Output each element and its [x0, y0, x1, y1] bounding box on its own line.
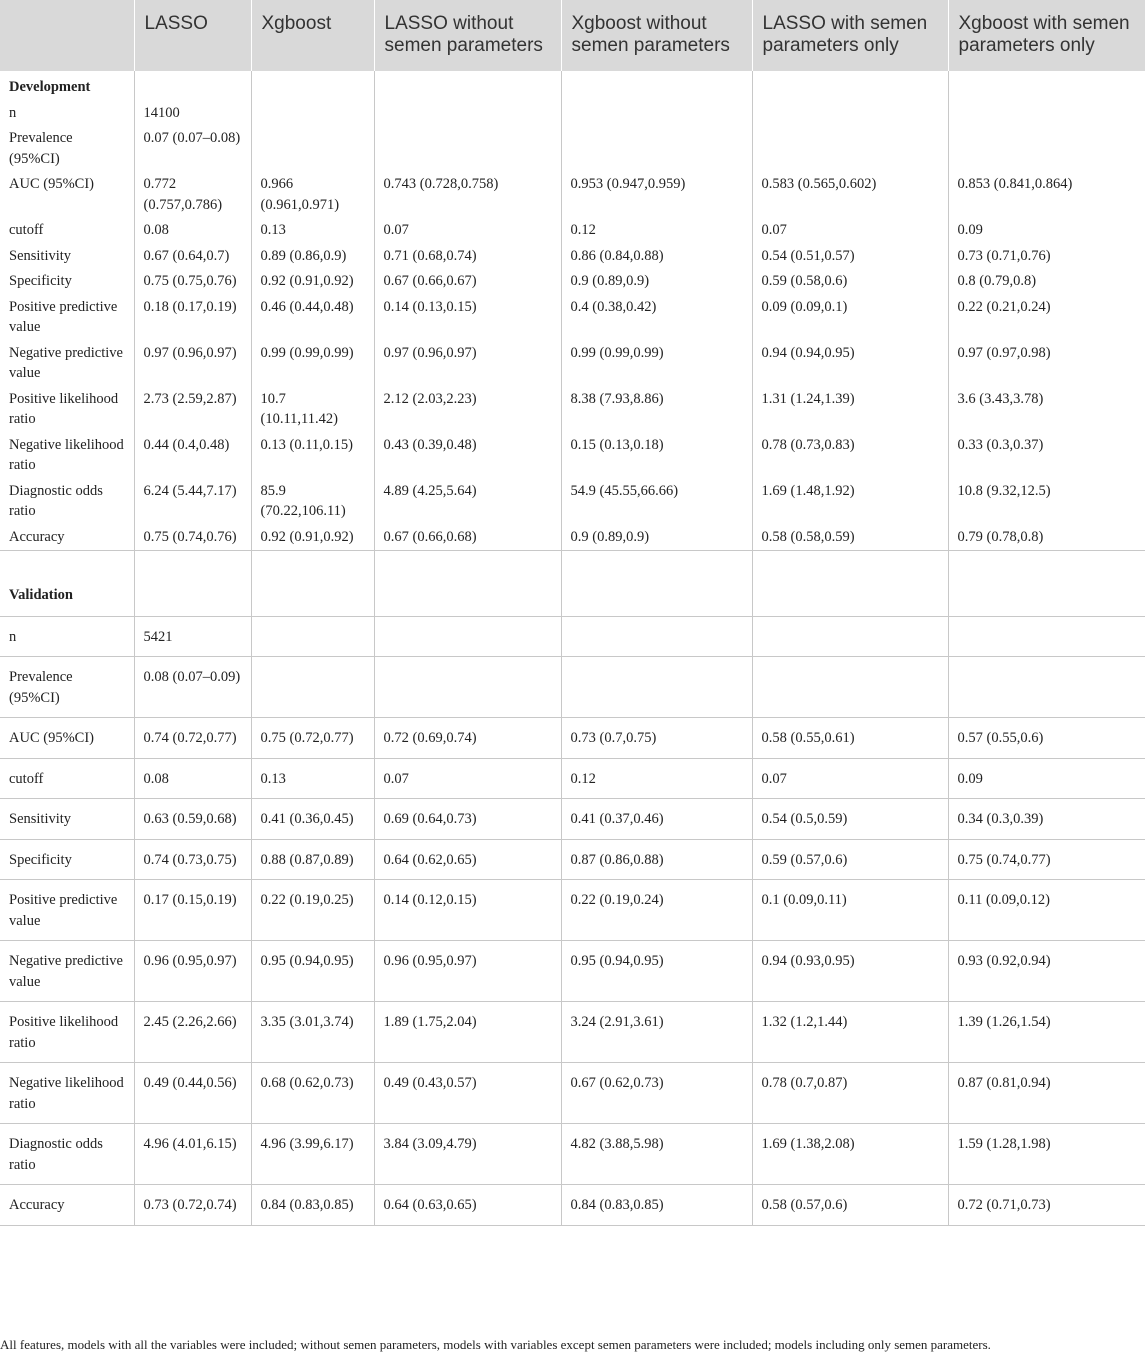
- header-cell-lasso-without-semen: LASSO without semen parameters: [374, 0, 561, 71]
- empty-cell: [374, 71, 561, 101]
- table-cell: 0.22 (0.21,0.24): [948, 295, 1145, 341]
- row-label: cutoff: [9, 222, 44, 238]
- table-cell: 4.96 (4.01,6.15): [134, 1124, 251, 1185]
- table-cell: 0.33 (0.3,0.37): [948, 433, 1145, 479]
- table-cell: 0.92 (0.91,0.92): [251, 269, 374, 295]
- table-cell: 3.35 (3.01,3.74): [251, 1002, 374, 1063]
- row-label: Sensitivity: [0, 799, 134, 840]
- table-cell: 4.96 (3.99,6.17): [251, 1124, 374, 1185]
- table-cell: 0.75 (0.74,0.76): [134, 525, 251, 551]
- row-label: Prevalence (95%CI): [0, 657, 134, 718]
- table-cell: 2.12 (2.03,2.23): [374, 387, 561, 433]
- table-row: [0, 1002, 1145, 1063]
- table-row: [0, 172, 1145, 218]
- table-cell: 1.39 (1.26,1.54): [948, 1002, 1145, 1063]
- table-row: [0, 616, 1145, 657]
- table-cell: [374, 616, 561, 657]
- table-cell: 0.14 (0.13,0.15): [374, 295, 561, 341]
- table-cell: 0.96 (0.95,0.97): [134, 941, 251, 1002]
- table-cell: 0.78 (0.7,0.87): [752, 1063, 948, 1124]
- table-cell: 1.59 (1.28,1.98): [948, 1124, 1145, 1185]
- table-cell: 1.32 (1.2,1.44): [752, 1002, 948, 1063]
- table-cell: 0.69 (0.64,0.73): [374, 799, 561, 840]
- empty-cell: [134, 551, 251, 617]
- row-label: Negative predictive value: [9, 344, 123, 381]
- table-row: [0, 269, 1145, 295]
- table-cell: 0.72 (0.69,0.74): [374, 718, 561, 759]
- table-cell: 0.75 (0.72,0.77): [251, 718, 374, 759]
- table-cell: 0.772 (0.757,0.786): [134, 172, 251, 218]
- table-cell: 3.84 (3.09,4.79): [374, 1124, 561, 1185]
- row-label: Positive predictive value: [9, 298, 118, 335]
- row-label: Sensitivity: [9, 247, 72, 264]
- table-cell: [752, 657, 948, 718]
- table-cell: 0.84 (0.83,0.85): [561, 1185, 752, 1226]
- table-row: [0, 799, 1145, 840]
- table-cell: [374, 657, 561, 718]
- table-cell: 0.08 (0.07–0.09): [134, 657, 251, 718]
- table-cell: 0.67 (0.66,0.67): [374, 269, 561, 295]
- table-cell: 0.54 (0.5,0.59): [752, 799, 948, 840]
- table-cell: 0.953 (0.947,0.959): [561, 172, 752, 218]
- table-row: [0, 1124, 1145, 1185]
- table-cell: 0.12: [561, 218, 752, 244]
- table-row: [0, 218, 1145, 244]
- table-cell: 0.9 (0.89,0.9): [561, 269, 752, 295]
- table-cell: 0.86 (0.84,0.88): [561, 244, 752, 270]
- table-cell: 0.64 (0.63,0.65): [374, 1185, 561, 1226]
- table-cell: 0.94 (0.93,0.95): [752, 941, 948, 1002]
- table-cell: 1.31 (1.24,1.39): [752, 387, 948, 433]
- table-cell: 0.46 (0.44,0.48): [251, 295, 374, 341]
- table-cell: 0.73 (0.7,0.75): [561, 718, 752, 759]
- table-cell: [251, 126, 374, 172]
- row-label: Accuracy: [0, 1185, 134, 1226]
- table-row: [0, 1185, 1145, 1226]
- table-cell: 0.13: [251, 218, 374, 244]
- development-section: [0, 71, 1145, 551]
- table-cell: 0.67 (0.64,0.7): [134, 244, 251, 270]
- empty-cell: [561, 551, 752, 617]
- validation-section: [0, 551, 1145, 1226]
- empty-cell: [134, 71, 251, 101]
- empty-cell: [948, 71, 1145, 101]
- empty-cell: [752, 551, 948, 617]
- table-row: [0, 657, 1145, 718]
- header-row: [0, 0, 1145, 71]
- table-cell: 0.18 (0.17,0.19): [134, 295, 251, 341]
- row-label: Diagnostic odds ratio: [9, 482, 103, 519]
- table-cell: [948, 101, 1145, 127]
- table-row: [0, 718, 1145, 759]
- empty-cell: [374, 551, 561, 617]
- table-cell: 1.69 (1.38,2.08): [752, 1124, 948, 1185]
- table-cell: 0.34 (0.3,0.39): [948, 799, 1145, 840]
- development-heading-row: [0, 71, 1145, 101]
- table-cell: 0.73 (0.72,0.74): [134, 1185, 251, 1226]
- row-label: Specificity: [9, 273, 72, 289]
- table-cell: 0.95 (0.94,0.95): [251, 941, 374, 1002]
- validation-heading-row: [0, 551, 1145, 617]
- development-heading: Development: [9, 79, 91, 95]
- table-cell: [752, 101, 948, 127]
- table-row: [0, 479, 1145, 525]
- table-cell: 0.4 (0.38,0.42): [561, 295, 752, 341]
- table-cell: 0.966 (0.961,0.971): [251, 172, 374, 218]
- table-row: [0, 433, 1145, 479]
- row-label: Negative likelihood ratio: [9, 436, 124, 473]
- table-cell: 0.96 (0.95,0.97): [374, 941, 561, 1002]
- header-cell-label: [0, 0, 134, 71]
- table-cell: 0.97 (0.96,0.97): [134, 341, 251, 387]
- table-cell: 4.82 (3.88,5.98): [561, 1124, 752, 1185]
- table-cell: 54.9 (45.55,66.66): [561, 479, 752, 525]
- row-label: AUC (95%CI): [9, 176, 94, 192]
- table-cell: 2.73 (2.59,2.87): [134, 387, 251, 433]
- table-cell: 0.583 (0.565,0.602): [752, 172, 948, 218]
- table-cell: 0.99 (0.99,0.99): [251, 341, 374, 387]
- table-cell: [561, 101, 752, 127]
- table-cell: 0.87 (0.81,0.94): [948, 1063, 1145, 1124]
- table-cell: 0.94 (0.94,0.95): [752, 341, 948, 387]
- table-row: [0, 1063, 1145, 1124]
- table-cell: 0.59 (0.58,0.6): [752, 269, 948, 295]
- table-cell: 0.07: [752, 218, 948, 244]
- table-row: [0, 244, 1145, 270]
- table-cell: 0.22 (0.19,0.25): [251, 880, 374, 941]
- table-cell: 0.58 (0.57,0.6): [752, 1185, 948, 1226]
- row-label: AUC (95%CI): [0, 718, 134, 759]
- row-label: Prevalence (95%CI): [9, 130, 73, 167]
- table-cell: 85.9 (70.22,106.11): [251, 479, 374, 525]
- table-cell: 0.44 (0.4,0.48): [134, 433, 251, 479]
- row-label: Positive likelihood ratio: [0, 1002, 134, 1063]
- row-label: Negative likelihood ratio: [0, 1063, 134, 1124]
- table-cell: 0.87 (0.86,0.88): [561, 839, 752, 880]
- table-cell: 0.57 (0.55,0.6): [948, 718, 1145, 759]
- table-cell: 0.84 (0.83,0.85): [251, 1185, 374, 1226]
- table-cell: 0.68 (0.62,0.73): [251, 1063, 374, 1124]
- table-cell: 0.07: [374, 758, 561, 799]
- table-cell: 0.58 (0.58,0.59): [752, 525, 948, 551]
- table-cell: 0.75 (0.75,0.76): [134, 269, 251, 295]
- row-label: cutoff: [0, 758, 134, 799]
- table-row: [0, 525, 1145, 551]
- table-row: [0, 839, 1145, 880]
- table-cell: 0.59 (0.57,0.6): [752, 839, 948, 880]
- empty-cell: [251, 551, 374, 617]
- table-cell: 0.17 (0.15,0.19): [134, 880, 251, 941]
- table-cell: 8.38 (7.93,8.86): [561, 387, 752, 433]
- table-cell: 0.41 (0.37,0.46): [561, 799, 752, 840]
- row-label: Negative predictive value: [0, 941, 134, 1002]
- table-row: [0, 880, 1145, 941]
- table-cell: 0.07: [374, 218, 561, 244]
- table-cell: 14100: [134, 101, 251, 127]
- table-cell: 0.95 (0.94,0.95): [561, 941, 752, 1002]
- table-cell: [374, 126, 561, 172]
- table-cell: [948, 657, 1145, 718]
- table-cell: 0.07 (0.07–0.08): [134, 126, 251, 172]
- row-label: Positive likelihood ratio: [9, 390, 119, 427]
- table-row: [0, 101, 1145, 127]
- table-cell: 0.8 (0.79,0.8): [948, 269, 1145, 295]
- row-label: n: [0, 616, 134, 657]
- table-cell: 0.49 (0.44,0.56): [134, 1063, 251, 1124]
- table-cell: 0.97 (0.96,0.97): [374, 341, 561, 387]
- table-row: [0, 295, 1145, 341]
- table-cell: 4.89 (4.25,5.64): [374, 479, 561, 525]
- table-cell: 0.9 (0.89,0.9): [561, 525, 752, 551]
- empty-cell: [948, 551, 1145, 617]
- empty-cell: [752, 71, 948, 101]
- table-cell: 0.89 (0.86,0.9): [251, 244, 374, 270]
- table-cell: 0.743 (0.728,0.758): [374, 172, 561, 218]
- table-cell: 0.49 (0.43,0.57): [374, 1063, 561, 1124]
- table-cell: 0.74 (0.72,0.77): [134, 718, 251, 759]
- table-cell: [251, 657, 374, 718]
- table-row: [0, 341, 1145, 387]
- table-row: [0, 758, 1145, 799]
- table-row: [0, 126, 1145, 172]
- table-cell: 2.45 (2.26,2.66): [134, 1002, 251, 1063]
- row-label: n: [9, 104, 17, 121]
- table-cell: 0.58 (0.55,0.61): [752, 718, 948, 759]
- table-cell: 0.08: [134, 218, 251, 244]
- table-cell: 6.24 (5.44,7.17): [134, 479, 251, 525]
- table-cell: 0.54 (0.51,0.57): [752, 244, 948, 270]
- table-cell: 0.63 (0.59,0.68): [134, 799, 251, 840]
- table-cell: [752, 616, 948, 657]
- header-cell-lasso-semen-only: LASSO with semen parameters only: [752, 0, 948, 71]
- table-cell: 0.13: [251, 758, 374, 799]
- header-cell-lasso: LASSO: [134, 0, 251, 71]
- empty-cell: [561, 71, 752, 101]
- table-cell: [561, 616, 752, 657]
- table-row: [0, 387, 1145, 433]
- table-cell: 0.22 (0.19,0.24): [561, 880, 752, 941]
- table-cell: [251, 616, 374, 657]
- table-cell: [561, 657, 752, 718]
- table-cell: 0.79 (0.78,0.8): [948, 525, 1145, 551]
- table-cell: 0.67 (0.66,0.68): [374, 525, 561, 551]
- table-cell: 0.92 (0.91,0.92): [251, 525, 374, 551]
- row-label: Specificity: [0, 839, 134, 880]
- table-cell: 0.09 (0.09,0.1): [752, 295, 948, 341]
- row-label: Positive predictive value: [0, 880, 134, 941]
- table-cell: 10.7 (10.11,11.42): [251, 387, 374, 433]
- table-cell: 0.14 (0.12,0.15): [374, 880, 561, 941]
- table-cell: 0.41 (0.36,0.45): [251, 799, 374, 840]
- table-cell: 0.1 (0.09,0.11): [752, 880, 948, 941]
- validation-heading: Validation: [0, 551, 134, 617]
- table-cell: [752, 126, 948, 172]
- table-row: [0, 941, 1145, 1002]
- table-cell: 0.99 (0.99,0.99): [561, 341, 752, 387]
- table-cell: 0.11 (0.09,0.12): [948, 880, 1145, 941]
- table-cell: 3.6 (3.43,3.78): [948, 387, 1145, 433]
- table-cell: [948, 616, 1145, 657]
- table-cell: 0.88 (0.87,0.89): [251, 839, 374, 880]
- table-cell: 5421: [134, 616, 251, 657]
- table-cell: 0.12: [561, 758, 752, 799]
- table-cell: [561, 126, 752, 172]
- table-cell: 10.8 (9.32,12.5): [948, 479, 1145, 525]
- table-footnote: All features, models with all the variables were included; without semen parameters, models with variables except semen parameters were included; models including only semen parameters.: [0, 1337, 991, 1352]
- table-cell: [374, 101, 561, 127]
- table-cell: 0.64 (0.62,0.65): [374, 839, 561, 880]
- table-cell: 0.97 (0.97,0.98): [948, 341, 1145, 387]
- table-cell: 0.67 (0.62,0.73): [561, 1063, 752, 1124]
- table-cell: 0.853 (0.841,0.864): [948, 172, 1145, 218]
- table-cell: 0.75 (0.74,0.77): [948, 839, 1145, 880]
- table-cell: 0.13 (0.11,0.15): [251, 433, 374, 479]
- table-cell: 1.89 (1.75,2.04): [374, 1002, 561, 1063]
- table-cell: 0.74 (0.73,0.75): [134, 839, 251, 880]
- table-cell: 0.15 (0.13,0.18): [561, 433, 752, 479]
- table-cell: 0.93 (0.92,0.94): [948, 941, 1145, 1002]
- row-label: Accuracy: [0, 525, 134, 551]
- table-cell: 0.09: [948, 758, 1145, 799]
- table-cell: [948, 126, 1145, 172]
- table-cell: [251, 101, 374, 127]
- header-cell-xgboost: Xgboost: [251, 0, 374, 71]
- table-cell: 0.78 (0.73,0.83): [752, 433, 948, 479]
- header-cell-xgboost-without-semen: Xgboost without semen parameters: [561, 0, 752, 71]
- table-cell: 0.09: [948, 218, 1145, 244]
- table-cell: 1.69 (1.48,1.92): [752, 479, 948, 525]
- table-cell: 0.08: [134, 758, 251, 799]
- table-cell: 3.24 (2.91,3.61): [561, 1002, 752, 1063]
- row-label: Diagnostic odds ratio: [0, 1124, 134, 1185]
- table-cell: 0.72 (0.71,0.73): [948, 1185, 1145, 1226]
- table-cell: 0.43 (0.39,0.48): [374, 433, 561, 479]
- table-cell: 0.07: [752, 758, 948, 799]
- table-cell: 0.73 (0.71,0.76): [948, 244, 1145, 270]
- empty-cell: [251, 71, 374, 101]
- header-cell-xgboost-semen-only: Xgboost with semen parameters only: [948, 0, 1145, 71]
- table-cell: 0.71 (0.68,0.74): [374, 244, 561, 270]
